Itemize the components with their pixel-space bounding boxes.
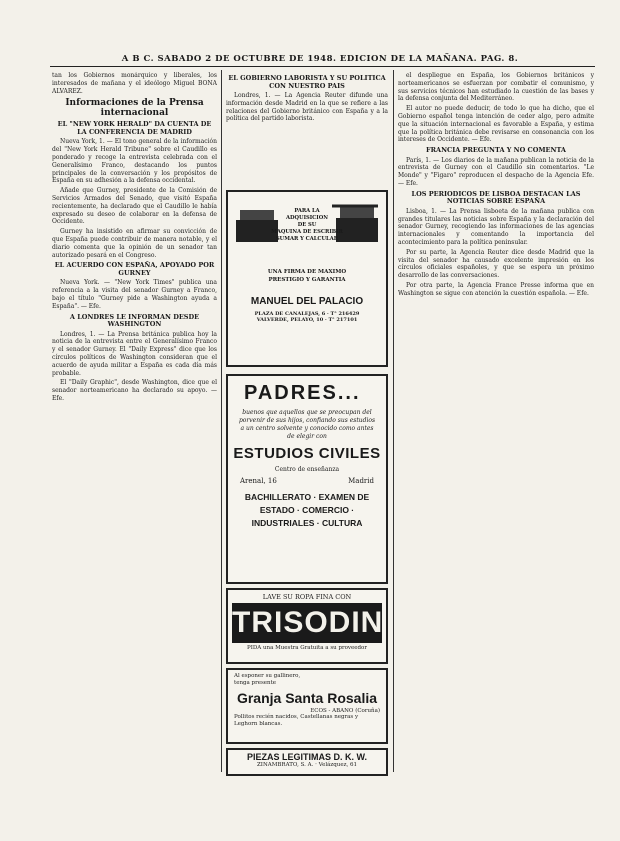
headline-gobierno: EL GOBIERNO LABORISTA Y SU POLITICA CON NUESTRO PAIS [228,74,386,90]
headline-francia: FRANCIA PREGUNTA Y NO COMENTA [426,146,566,155]
ad4-place: ECOS - ABANO (Coruña) [310,708,380,714]
section-title: Informaciones de la Prensa internacional [65,98,204,119]
ad3-bottom: PIDA una Muestra Gratuita a su proveedor [247,645,367,651]
ad1-line: PRESTIGIO Y GARANTIA [268,277,346,283]
ad2-courses: BACHILLERATO · EXAMEN DE ESTADO · COMERCIO · INDUSTRIALES · CULTURA [244,492,370,528]
paragraph: Londres, 1. — La Prensa británica publica hoy la noticia de la entrevista entre el Generalísimo Franco y el senador Gurney. El "Daily Express" dice que los círculos políticos de Washington consideran que el acuerdo de ayuda militar a España es cada día más probable. [52,330,217,377]
column-divider-2 [393,70,394,772]
paragraph: Lisboa, 1. — La Prensa lisboeta de la mañana publica con grandes titulares las noticias sobre España y la declaración del senador Gurney, recogiendo las informaciones de las agencias internacionales y comentando la importancia del acontecimiento para la política peninsular. [398,207,594,247]
header-rule [50,66,595,67]
ad-trisodin [226,588,388,664]
paragraph: Nueva York, 1. — El tono general de la información del "New York Herald Tribune" sobre el Caudillo es ponderado y recoge la entrevista celebrada con el Generalísimo Franco, destacando los puntos principales de la conversación y los propósitos de España en su adhesión a la defensa occidental. [52,138,217,185]
ad4-top: Al esponer su gallinero, tenga presente [234,673,301,686]
paragraph: El "Daily Graphic", desde Washington, dice que el senador norteamericano ha declarado su apoyo. — Efe. [52,379,217,402]
intro-text: tan los Gobiernos monárquico y liberales, los interesados de mañana y el ideólogo Miguel BONA ALVAREZ. [52,72,217,95]
ad1-name: MANUEL DEL PALACIO [250,296,364,307]
ad1-line: MAQUINA DE ESCRIBIR [271,229,343,235]
ad1-line: PARA LA [294,208,320,214]
ad-piezas-dkw [226,748,388,776]
headline-herald: EL "NEW YORK HERALD" DA CUENTA DE LA CONFERENCIA DE MADRID [57,120,212,136]
headline-lisboa: LOS PERIODICOS DE LISBOA DESTACAN LAS NOTICIAS SOBRE ESPAÑA [411,189,581,206]
ad2-title: PADRES... [244,382,361,404]
paragraph: Añade que Gurney, presidente de la Comisión de Servicios Armados del Senado, que visitó España recientemente, ha declarado que el Caudillo le había expresado su deseo de colaborar en la defensa de Occidente. [52,187,217,226]
ad3-top: LAVE SU ROPA FINA CON [262,593,352,601]
paragraph: Gurney ha insistido en afirmar su convicción de que España puede contribuir de manera notable, y el diario comenta que la opinión de un senador tan autorizado pesará en el Congreso. [52,228,217,259]
headline-londres: A LONDRES LE INFORMAN DESDE WASHINGTON [69,312,200,329]
ad1-address: PLAZA DE CANALEJAS, 6 · T° 216429 [254,311,360,317]
ad3-brand: TRISODIN [232,603,382,643]
ad1-line: UNA FIRMA DE MAXIMO [267,269,347,275]
ad5-title: PIEZAS LEGITIMAS D. K. W. [246,752,367,762]
ad2-body: buenos que aquellos que se preocupan del porvenir de sus hijos, confiando sus estudios a un centro solvente y conocido como antes de elegir con [238,409,376,440]
ad2-address: Arenal, 16 [240,477,277,485]
headline-gurney: EL ACUERDO CON ESPAÑA, APOYADO POR GURNEY [54,261,215,277]
ad2-sub: Centro de enseñanza [274,466,340,473]
ad2-name: ESTUDIOS CIVILES [233,445,381,462]
ad1-line: DE SU [297,222,317,228]
ad1-address: VALVERDE, PELAYO, 10 · T° 217101 [256,317,358,323]
ad-granja-santa-rosalia [226,668,388,744]
paragraph: Londres, 1. — La Agencia Reuter difunde una información desde Madrid en la que se refiere a las relaciones del Gobierno británico con España y a la política del partido laborista. [226,92,388,123]
column-divider-1 [221,70,222,772]
column-1 [52,72,217,777]
paragraph: Nueva York. — "New York Times" publica una referencia a la visita del senador Gurney a Franco, bajo el título "Gurney pide a Washington ayuda a España". — Efe. [52,279,217,310]
page-header: A B C. SABADO 2 DE OCTUBRE DE 1948. EDICION DE LA MAÑANA. PAG. 8. [121,54,519,64]
column-3 [398,72,594,777]
ad4-desc: Pollitos recién nacidos, Castellanas negras y Leghorn blancas. [234,714,359,727]
paragraph: Por otra parte, la Agencia France Presse informa que en Washington se sigue con atención la cuestión española. — Efe. [398,282,594,297]
ad2-city: Madrid [348,477,374,485]
ad5-sub: ZINAMBRATO, S. A. · Velázquez, 61 [256,762,358,768]
ad1-line: SUMAR Y CALCULAR [275,236,339,242]
paragraph: el despliegue en España, los Gobiernos británicos y norteamericanos se esfuerzan por combatir el comunismo, y sus servicios técnicos han estudiado la cuestión de las bases y la defensa conjunta del Mediterráneo. [398,72,594,103]
ad-manuel-del-palacio [226,190,388,367]
ad1-line: ADQUISICION [286,215,328,221]
paragraph: París, 1. — Los diarios de la mañana publican la noticia de la entrevista de Gurney con el Caudillo sin comentarios. "Le Monde" y "Figaro" reproducen el despacho de la Agencia Efe. — Efe. [398,156,594,188]
paragraph: El autor no puede deducir, de todo lo que ha dicho, que el Gobierno español tenga intención de ceder algo, pero admite que la situación internacional es favorable a España, y estima que la política británica debe revisarse en consonancia con los intereses de Occidente. — Efe. [398,105,594,144]
column-2-article [226,72,388,125]
ad4-brand: Granja Santa Rosalia [236,690,378,706]
paragraph: Por su parte, la Agencia Reuter dice desde Madrid que la visita del senador ha causado excelente impresión en los círculos oficiales españoles, y que se espera un próximo desarrollo de las conversaciones. [398,248,594,280]
ad-estudios-civiles [226,374,388,584]
